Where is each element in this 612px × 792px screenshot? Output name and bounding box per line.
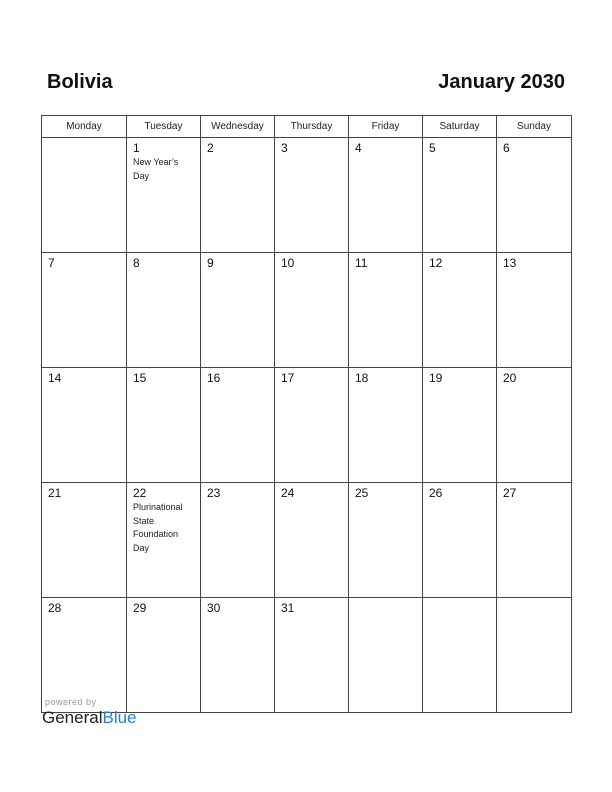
day-cell (423, 138, 497, 253)
day-cell (127, 253, 201, 368)
holiday-label: Plurinational State Foundation Day (133, 502, 183, 553)
day-number: 19 (429, 371, 443, 385)
day-number: 29 (133, 601, 147, 615)
day-cell (275, 598, 349, 713)
day-cell (275, 138, 349, 253)
day-number: 25 (355, 486, 369, 500)
weekday-header: Sunday (497, 116, 572, 138)
day-number: 18 (355, 371, 369, 385)
day-cell (201, 598, 275, 713)
weekday-header: Monday (42, 116, 127, 138)
day-cell (127, 483, 201, 598)
month-title: January 2030 (438, 71, 565, 93)
day-cell (42, 253, 127, 368)
day-number: 6 (503, 141, 510, 155)
day-number: 3 (281, 141, 288, 155)
day-number: 30 (207, 601, 221, 615)
day-number: 22 (133, 486, 147, 500)
day-number: 5 (429, 141, 436, 155)
day-number: 11 (355, 256, 368, 270)
day-cell (349, 598, 423, 713)
day-cell (42, 598, 127, 713)
powered-by-label: powered by (45, 697, 97, 707)
weekday-header: Tuesday (127, 116, 201, 138)
day-cell (42, 483, 127, 598)
day-cell (497, 483, 572, 598)
day-number: 8 (133, 256, 140, 270)
day-number: 15 (133, 371, 147, 385)
country-title: Bolivia (47, 71, 113, 93)
week-row (42, 138, 572, 253)
day-cell (127, 368, 201, 483)
day-number: 1 (133, 141, 140, 155)
day-cell (42, 368, 127, 483)
generalblue-logo (42, 708, 137, 728)
day-cell (127, 138, 201, 253)
day-number: 28 (48, 601, 62, 615)
day-number: 20 (503, 371, 517, 385)
day-number: 21 (48, 486, 62, 500)
day-number: 24 (281, 486, 295, 500)
day-cell (423, 598, 497, 713)
week-row (42, 483, 572, 598)
day-cell (201, 483, 275, 598)
weekday-header: Wednesday (201, 116, 275, 138)
day-cell (349, 368, 423, 483)
day-number: 17 (281, 371, 295, 385)
brand-general: General (42, 708, 103, 727)
day-number: 4 (355, 141, 362, 155)
day-cell (275, 368, 349, 483)
day-cell (349, 483, 423, 598)
day-number: 23 (207, 486, 221, 500)
day-cell (349, 253, 423, 368)
day-number: 16 (207, 371, 221, 385)
day-cell (201, 138, 275, 253)
day-number: 9 (207, 256, 214, 270)
day-number: 2 (207, 141, 214, 155)
day-number: 12 (429, 256, 443, 270)
day-cell (275, 253, 349, 368)
day-cell (201, 253, 275, 368)
day-cell (497, 368, 572, 483)
day-cell (349, 138, 423, 253)
weekday-header-row (42, 116, 572, 138)
weekday-header: Friday (349, 116, 423, 138)
day-cell (497, 598, 572, 713)
day-number: 26 (429, 486, 443, 500)
day-number: 10 (281, 256, 295, 270)
week-row (42, 598, 572, 713)
weekday-header: Saturday (423, 116, 497, 138)
day-cell (497, 138, 572, 253)
day-number: 7 (48, 256, 55, 270)
day-cell (275, 483, 349, 598)
day-number: 14 (48, 371, 62, 385)
calendar-grid (41, 115, 572, 713)
day-number: 27 (503, 486, 517, 500)
day-cell (423, 253, 497, 368)
week-row (42, 368, 572, 483)
week-row (42, 253, 572, 368)
weekday-header: Thursday (275, 116, 349, 138)
day-number: 13 (503, 256, 517, 270)
day-number: 31 (281, 601, 295, 615)
day-cell (423, 483, 497, 598)
day-cell (423, 368, 497, 483)
brand-blue: Blue (102, 708, 137, 727)
day-cell (127, 598, 201, 713)
day-cell (497, 253, 572, 368)
day-cell (201, 368, 275, 483)
day-cell (42, 138, 127, 253)
holiday-label: New Year’s Day (133, 157, 179, 181)
